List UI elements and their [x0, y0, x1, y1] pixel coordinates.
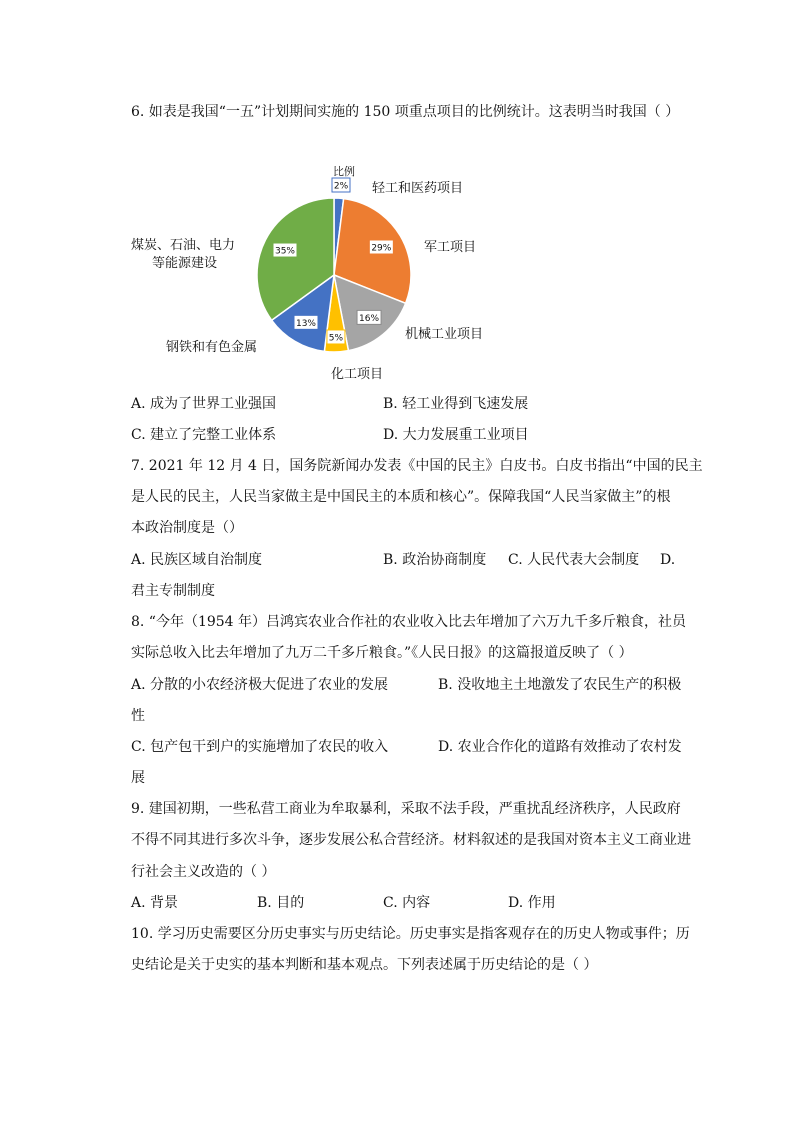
q9-line-2: 不得不同其进行多次斗争，逐步发展公私合营经济。材料叙述的是我国对资本主义工商业进	[131, 832, 691, 848]
slice-label-energy-line1: 煤炭、石油、电力	[131, 238, 236, 253]
slice-label-steel: 钢铁和有色金属	[166, 340, 258, 355]
pie-percent-label-0	[332, 178, 350, 192]
q9-option-a[interactable]: A. 背景	[131, 895, 179, 911]
q7-line-1: 7. 2021 年 12 月 4 日，国务院新闻办发表《中国的民主》白皮书。白皮书指出“中国的民主	[131, 458, 703, 474]
slice-label-chemical: 化工项目	[331, 367, 384, 382]
pie-slices	[257, 198, 411, 352]
q6-option-a[interactable]: A. 成为了世界工业强国	[131, 396, 277, 412]
pie-percent-label-5	[273, 243, 297, 257]
q9-option-d[interactable]: D. 作用	[508, 895, 556, 911]
pie-percent-label-3	[327, 330, 345, 344]
slice-label-machinery: 机械工业项目	[405, 327, 484, 342]
svg-text:16%: 16%	[359, 313, 380, 324]
q8-option-b-cont: 性	[131, 708, 145, 724]
q9-option-c[interactable]: C. 内容	[383, 895, 431, 911]
q9-option-b[interactable]: B. 目的	[257, 895, 305, 911]
pie-percent-label-1	[369, 240, 393, 254]
q6-option-c[interactable]: C. 建立了完整工业体系	[131, 427, 277, 443]
slice-label-light-industry: 轻工和医药项目	[372, 181, 464, 196]
q10-line-2: 史结论是关于史实的基本判断和基本观点。下列表述属于历史结论的是（ ）	[131, 957, 598, 973]
q8-option-d[interactable]: D. 农业合作化的道路有效推动了农村发	[438, 739, 682, 755]
q8-option-a[interactable]: A. 分散的小农经济极大促进了农业的发展	[131, 677, 389, 693]
slice-label-military: 军工项目	[424, 240, 477, 255]
svg-text:35%: 35%	[274, 246, 296, 257]
q8-option-d-cont: 展	[131, 770, 145, 786]
pie-percent-label-2	[357, 310, 381, 324]
q7-option-b[interactable]: B. 政治协商制度	[383, 552, 487, 568]
q7-line-3: 本政治制度是（）	[131, 520, 243, 536]
q7-option-d-marker[interactable]: D.	[660, 552, 676, 568]
slice-label-energy-line2: 等能源建设	[152, 256, 218, 271]
q7-line-2: 是人民的民主，人民当家做主是中国民主的本质和核心”。保障我国“人民当家做主”的根	[131, 489, 671, 505]
q7-option-a[interactable]: A. 民族区域自治制度	[131, 552, 263, 568]
svg-text:5%: 5%	[328, 333, 344, 344]
q6-stem: 6. 如表是我国“一五”计划期间实施的 150 项重点项目的比例统计。这表明当时我国（ ）	[131, 104, 680, 120]
q6-option-b[interactable]: B. 轻工业得到飞速发展	[383, 396, 529, 412]
q10-line-1: 10. 学习历史需要区分历史事实与历史结论。历史事实是指客观存在的历史人物或事件；历	[131, 926, 690, 942]
svg-text:29%: 29%	[371, 243, 392, 254]
chart-title: 比例	[333, 165, 355, 178]
q9-line-1: 9. 建国初期，一些私营工商业为牟取暴利，采取不法手段，严重扰乱经济秩序，人民政府	[131, 801, 681, 817]
q7-option-c[interactable]: C. 人民代表大会制度	[508, 552, 640, 568]
svg-text:2%: 2%	[333, 181, 349, 192]
q9-line-3: 行社会主义改造的（ ）	[131, 864, 276, 880]
pie-percent-label-4	[294, 315, 318, 329]
svg-text:13%: 13%	[295, 318, 317, 329]
q8-option-b[interactable]: B. 没收地主土地激发了农民生产的积极	[438, 677, 682, 693]
q8-option-c[interactable]: C. 包产包干到户的实施增加了农民的收入	[131, 739, 389, 755]
q8-line-2: 实际总收入比去年增加了九万二千多斤粮食。”《人民日报》的这篇报道反映了（ ）	[131, 645, 633, 661]
q6-option-d[interactable]: D. 大力发展重工业项目	[383, 427, 529, 443]
q7-option-d-text[interactable]: 君主专制制度	[131, 583, 215, 599]
q8-line-1: 8. “今年（1954 年）吕鸿宾农业合作社的农业收入比去年增加了六万九千多斤粮食，社员	[131, 614, 687, 630]
